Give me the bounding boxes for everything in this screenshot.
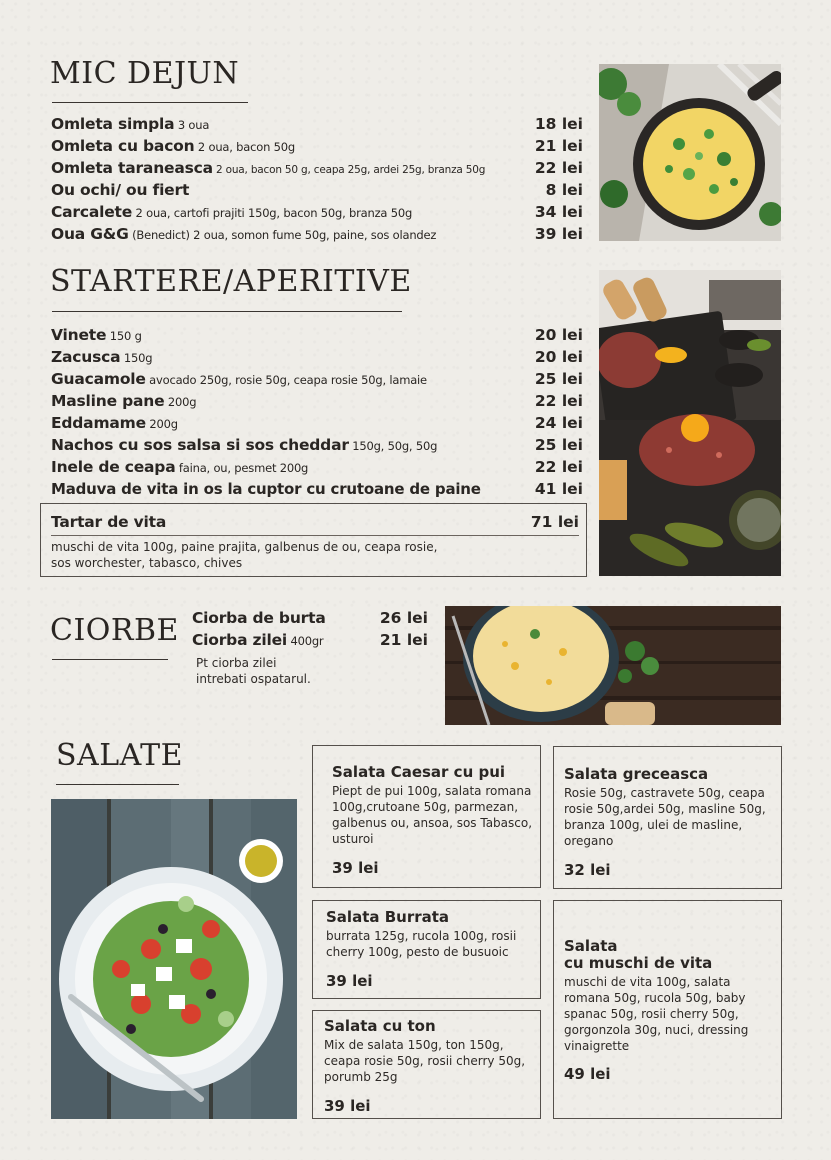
price: 39 lei <box>332 859 379 877</box>
greek-salad-illustration <box>51 799 297 1119</box>
menu-item: Ciorba zilei 400gr 21 lei <box>192 631 428 649</box>
starters-title-rule <box>52 311 402 312</box>
card-title: Salata Caesar cu pui <box>332 763 506 781</box>
salad-card-beef <box>553 900 782 1119</box>
price: 49 lei <box>564 1065 611 1083</box>
price: 26 lei <box>379 609 428 627</box>
menu-item: Guacamole avocado 250g, rosie 50g, ceapa rosie 50g, lamaie 25 lei <box>51 370 583 388</box>
card-desc: Mix de salata 150g, ton 150g, ceapa rosie 50g, rosii cherry 50g, porumb 25g <box>324 1038 526 1084</box>
price: 20 lei <box>534 326 583 344</box>
price: 22 lei <box>534 159 583 177</box>
omelette-illustration <box>599 64 781 241</box>
price: 20 lei <box>534 348 583 366</box>
menu-item: Ou ochi/ ou fiert 8 lei <box>51 181 583 199</box>
omelette-photo <box>599 64 781 241</box>
soup-photo <box>445 606 781 725</box>
salad-card-tuna <box>312 1010 541 1119</box>
salad-card-caesar <box>312 745 541 888</box>
menu-item: Omleta cu bacon 2 oua, bacon 50g 21 lei <box>51 137 583 155</box>
card-desc: burrata 125g, rucola 100g, rosii cherry 100g, pesto de busuoic <box>326 929 517 959</box>
soups-note: Pt ciorba zilei intrebati ospatarul. <box>196 656 311 686</box>
menu-item: Masline pane 200g 22 lei <box>51 392 583 410</box>
card-title: Salata cu ton <box>324 1017 436 1035</box>
tartare-illustration <box>599 270 781 576</box>
card-desc: Piept de pui 100g, salata romana 100g,crutoane 50g, parmezan, galbenus ou, ansoa, sos Tabasco, usturoi <box>332 784 533 846</box>
menu-item: Maduva de vita in os la cuptor cu crutoane de paine 41 lei <box>51 480 583 498</box>
card-desc: Rosie 50g, castravete 50g, ceapa rosie 50g,ardei 50g, masline 50g, branza 100g, ulei de masline, oregano <box>564 786 766 848</box>
featured-item-header <box>51 513 579 531</box>
soups-title-rule <box>52 659 168 660</box>
salad-card-burrata <box>312 900 541 999</box>
price: 8 lei <box>545 181 583 199</box>
price: 32 lei <box>564 861 611 879</box>
featured-item-box <box>40 503 587 577</box>
price: 41 lei <box>534 480 583 498</box>
menu-item: Inele de ceapa faina, ou, pesmet 200g 22 lei <box>51 458 583 476</box>
menu-item: Vinete 150 g 20 lei <box>51 326 583 344</box>
price: 39 lei <box>326 972 373 990</box>
price: 21 lei <box>534 137 583 155</box>
salads-title: SALATE <box>56 738 184 773</box>
greek-salad-photo <box>51 799 297 1119</box>
tartare-photo <box>599 270 781 576</box>
card-title: Salata greceasca <box>564 765 709 783</box>
price: 25 lei <box>534 436 583 454</box>
card-desc: muschi de vita 100g, salata romana 50g, rucola 50g, baby spanac 50g, rosii cherry 50g, gorgonzola 30g, nuci, dressing vinaigrette <box>564 975 749 1053</box>
price: 24 lei <box>534 414 583 432</box>
price: 22 lei <box>534 458 583 476</box>
starters-title: STARTERE/APERITIVE <box>50 264 412 299</box>
price: 34 lei <box>534 203 583 221</box>
menu-item: Eddamame 200g 24 lei <box>51 414 583 432</box>
price: 18 lei <box>534 115 583 133</box>
menu-item: Zacusca 150g 20 lei <box>51 348 583 366</box>
menu-item: Omleta taraneasca 2 oua, bacon 50 g, ceapa 25g, ardei 25g, branza 50g 22 lei <box>51 159 583 177</box>
card-title: Salata <box>564 937 618 955</box>
featured-item-rule <box>51 535 579 536</box>
menu-item: Ciorba de burta 26 lei <box>192 609 428 627</box>
soups-title: CIORBE <box>50 613 179 648</box>
card-title: Salata Burrata <box>326 908 450 926</box>
price: 25 lei <box>534 370 583 388</box>
menu-item: Carcalete 2 oua, cartofi prajiti 150g, bacon 50g, branza 50g 34 lei <box>51 203 583 221</box>
soup-illustration <box>445 606 781 725</box>
breakfast-title-rule <box>52 102 248 103</box>
featured-item-name: Tartar de vita <box>51 513 167 531</box>
featured-item-desc: muschi de vita 100g, paine prajita, galbenus de ou, ceapa rosie, sos worchester, tabasco, chives <box>51 540 438 570</box>
price: 71 lei <box>530 513 579 531</box>
price: 39 lei <box>534 225 583 243</box>
price: 39 lei <box>324 1097 371 1115</box>
salads-title-rule <box>56 784 179 785</box>
price: 22 lei <box>534 392 583 410</box>
menu-item: Oua G&G (Benedict) 2 oua, somon fume 50g, paine, sos olandez 39 lei <box>51 225 583 243</box>
salad-card-greek <box>553 746 782 889</box>
menu-item: Nachos cu sos salsa si sos cheddar 150g, 50g, 50g 25 lei <box>51 436 583 454</box>
card-title-line2: cu muschi de vita <box>564 954 713 972</box>
breakfast-title: MIC DEJUN <box>50 56 240 91</box>
menu-item: Omleta simpla 3 oua 18 lei <box>51 115 583 133</box>
price: 21 lei <box>379 631 428 649</box>
